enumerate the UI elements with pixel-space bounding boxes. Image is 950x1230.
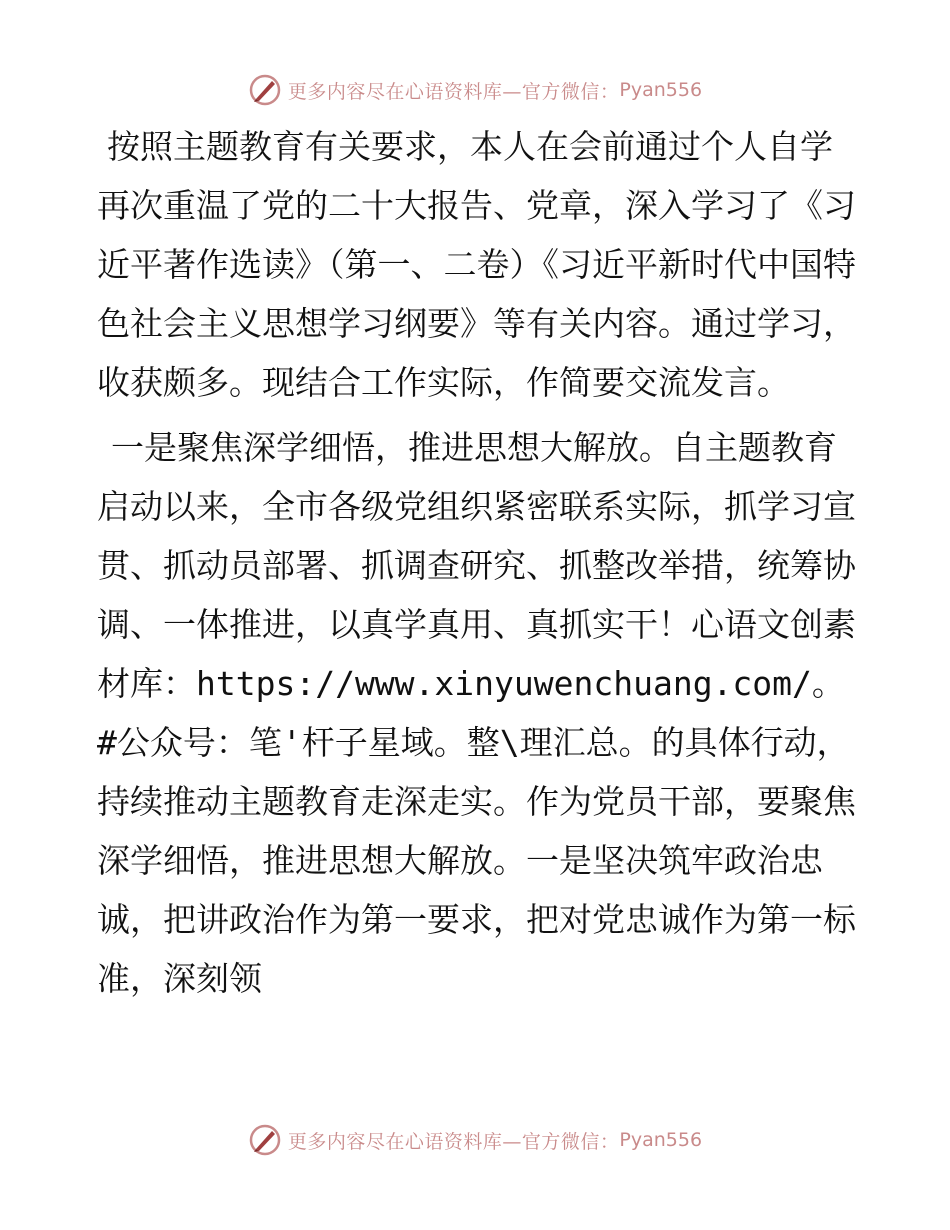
paragraph-1: 按照主题教育有关要求，本人在会前通过个人自学再次重温了党的二十大报告、党章，深入学习了《习近平著作选读》（第一、二卷）《习近平新时代中国特色社会主义思想学习纲要》等有关内容。通过学习，收获颇多。现结合工作实际，作简要交流发言。 (97, 127, 856, 402)
pen-logo-icon (248, 73, 282, 107)
header-watermark-banner (0, 70, 950, 110)
banner-text: 更多内容尽在心语资料库—官方微信： (287, 1130, 620, 1153)
banner-text: 更多内容尽在心语资料库—官方微信： (287, 80, 620, 103)
paragraph-2: 一是聚焦深学细悟，推进思想大解放。自主题教育启动以来，全市各级党组织紧密联系实际，抓学习宣贯、抓动员部署、抓调查研究、抓整改举措，统筹协调、一体推进，以真学真用、真抓实干！心语文创素材库：https://www.xinyuwenchuang.com/。#公众号：笔'杆子星域。整\理汇总。的具体行动，持续推动主题教育走深走实。作为党员干部，要聚焦深学细悟，推进思想大解放。一是坚决筑牢政治忠诚，把讲政治作为第一要求，把对党忠诚作为第一标准，深刻领 (97, 428, 856, 998)
banner-wechat-id: Pyan556 (619, 79, 703, 101)
footer-watermark-banner (0, 1120, 950, 1160)
document-body (97, 117, 857, 1008)
pen-logo-icon (248, 1123, 282, 1157)
banner-wechat-id: Pyan556 (619, 1129, 703, 1151)
